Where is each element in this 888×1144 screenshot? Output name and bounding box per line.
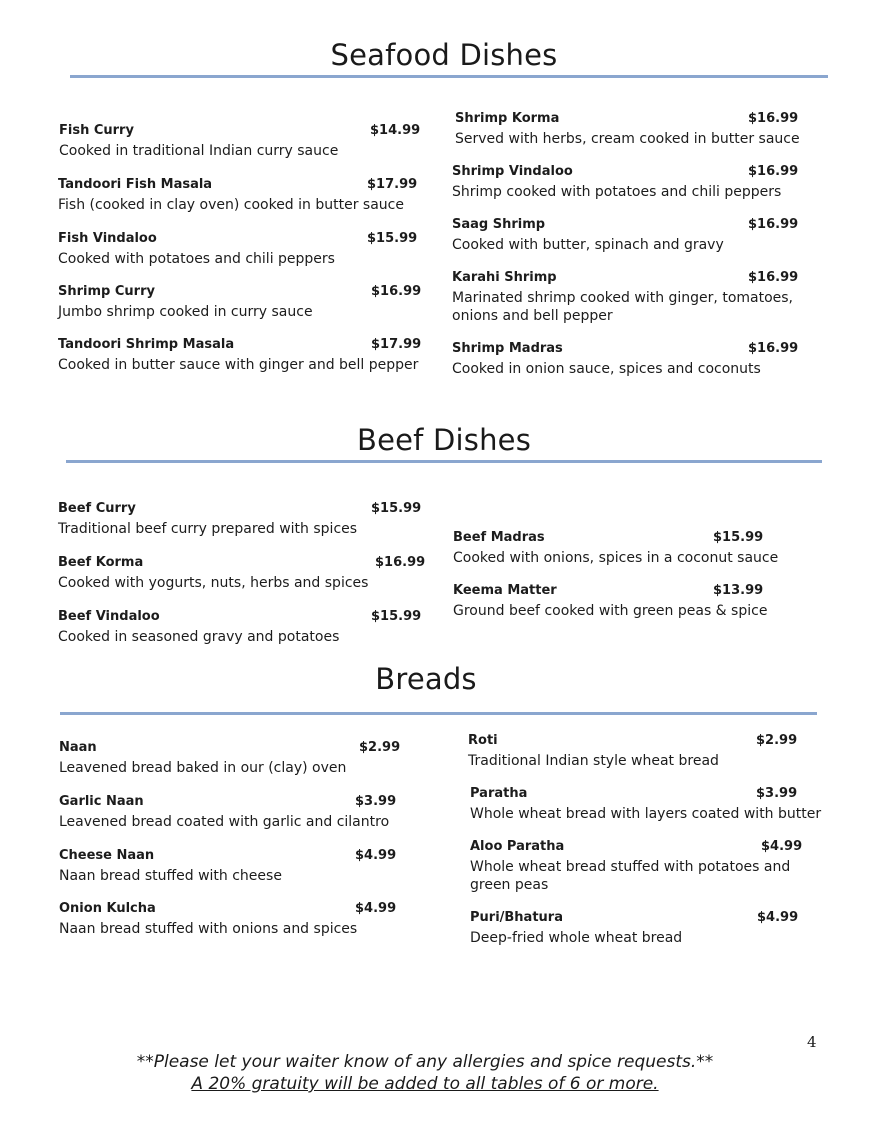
item-name: Beef Vindaloo: [58, 609, 160, 624]
menu-item: [452, 217, 822, 254]
page-number: 4: [807, 1033, 817, 1051]
menu-item: [58, 231, 428, 268]
item-name: Fish Curry: [59, 123, 134, 138]
item-name: Beef Curry: [58, 501, 136, 516]
item-description: Ground beef cooked with green peas & spice: [453, 603, 768, 619]
menu-item: [58, 501, 428, 538]
breads-divider: [60, 712, 817, 715]
item-price: $16.99: [748, 111, 799, 126]
beef-title: Beef Dishes: [356, 423, 532, 457]
item-price: $4.99: [355, 848, 397, 863]
item-price: $15.99: [371, 609, 422, 624]
item-price: $16.99: [748, 341, 799, 356]
menu-item: [452, 270, 797, 325]
menu-item: [470, 839, 815, 894]
item-description: Cooked with butter, spinach and gravy: [452, 237, 724, 253]
item-name: Keema Matter: [453, 583, 557, 598]
item-name: Roti: [468, 733, 498, 748]
item-description: Deep-fried whole wheat bread: [470, 930, 683, 946]
item-name: Fish Vindaloo: [58, 231, 157, 246]
item-name: Shrimp Korma: [455, 111, 560, 126]
item-price: $3.99: [756, 786, 798, 801]
menu-item: [468, 733, 838, 770]
item-price: $2.99: [359, 740, 401, 755]
menu-item: [59, 740, 429, 777]
menu-item: [455, 111, 825, 148]
item-name: Cheese Naan: [59, 848, 155, 863]
item-name: Karahi Shrimp: [452, 270, 557, 285]
menu-item: [58, 177, 428, 214]
menu-item: [470, 910, 840, 947]
menu-item: [470, 786, 845, 823]
item-price: $15.99: [367, 231, 418, 246]
menu-item: [59, 901, 429, 938]
breads-title: Breads: [375, 662, 477, 696]
item-price: $17.99: [367, 177, 418, 192]
item-description: Naan bread stuffed with cheese: [59, 868, 282, 884]
item-name: Tandoori Fish Masala: [58, 177, 213, 192]
item-description: Cooked in seasoned gravy and potatoes: [58, 629, 340, 645]
item-price: $16.99: [748, 270, 799, 285]
item-name: Puri/Bhatura: [470, 910, 563, 925]
allergy-note: **Please let your waiter know of any allergies and spice requests.**: [136, 1052, 714, 1072]
item-description: Cooked with potatoes and chili peppers: [58, 251, 335, 267]
item-price: $4.99: [761, 839, 803, 854]
gratuity-note: A 20% gratuity will be added to all tables of 6 or more.: [191, 1074, 659, 1094]
item-price: $15.99: [371, 501, 422, 516]
item-price: $14.99: [370, 123, 421, 138]
item-price: $17.99: [371, 337, 422, 352]
menu-item: [453, 583, 823, 620]
item-description: Cooked in butter sauce with ginger and bell pepper: [58, 357, 419, 373]
item-description: Shrimp cooked with potatoes and chili peppers: [452, 184, 782, 200]
item-description: Marinated shrimp cooked with ginger, tomatoes, onions and bell pepper: [452, 290, 794, 324]
menu-item: [58, 609, 428, 646]
item-name: Aloo Paratha: [470, 839, 565, 854]
item-description: Jumbo shrimp cooked in curry sauce: [58, 304, 313, 320]
item-name: Saag Shrimp: [452, 217, 546, 232]
item-description: Cooked in traditional Indian curry sauce: [59, 143, 339, 159]
item-name: Shrimp Madras: [452, 341, 563, 356]
menu-item: [58, 337, 433, 374]
item-name: Shrimp Curry: [58, 284, 155, 299]
item-description: Naan bread stuffed with onions and spices: [59, 921, 358, 937]
item-price: $2.99: [756, 733, 798, 748]
menu-item: [59, 794, 429, 831]
menu-item: [59, 848, 429, 885]
item-name: Naan: [59, 740, 97, 755]
item-price: $16.99: [748, 217, 799, 232]
item-description: Leavened bread baked in our (clay) oven: [59, 760, 347, 776]
item-name: Beef Madras: [453, 530, 545, 545]
menu-item: [453, 530, 823, 567]
item-description: Leavened bread coated with garlic and cilantro: [59, 814, 390, 830]
item-price: $15.99: [713, 530, 764, 545]
item-description: Whole wheat bread stuffed with potatoes and green peas: [470, 859, 791, 893]
item-name: Paratha: [470, 786, 528, 801]
item-description: Cooked in onion sauce, spices and coconuts: [452, 361, 761, 377]
item-price: $16.99: [375, 555, 426, 570]
item-description: Traditional beef curry prepared with spices: [58, 521, 358, 537]
item-description: Cooked with onions, spices in a coconut sauce: [453, 550, 779, 566]
item-price: $4.99: [757, 910, 799, 925]
item-name: Tandoori Shrimp Masala: [58, 337, 235, 352]
menu-item: [58, 555, 428, 592]
item-description: Traditional Indian style wheat bread: [468, 753, 719, 769]
item-price: $3.99: [355, 794, 397, 809]
item-name: Beef Korma: [58, 555, 144, 570]
seafood-title: Seafood Dishes: [330, 38, 558, 72]
menu-item: [58, 284, 428, 321]
item-name: Onion Kulcha: [59, 901, 156, 916]
item-name: Garlic Naan: [59, 794, 144, 809]
menu-item: [59, 123, 429, 160]
item-price: $16.99: [748, 164, 799, 179]
item-price: $4.99: [355, 901, 397, 916]
item-price: $13.99: [713, 583, 764, 598]
seafood-divider: [70, 75, 828, 78]
menu-item: [452, 164, 822, 201]
item-price: $16.99: [371, 284, 422, 299]
beef-divider: [66, 460, 822, 463]
item-description: Cooked with yogurts, nuts, herbs and spices: [58, 575, 369, 591]
item-description: Fish (cooked in clay oven) cooked in butter sauce: [58, 197, 404, 213]
menu-item: [452, 341, 822, 378]
item-description: Whole wheat bread with layers coated with butter: [470, 806, 822, 822]
item-name: Shrimp Vindaloo: [452, 164, 573, 179]
item-description: Served with herbs, cream cooked in butter sauce: [455, 131, 800, 147]
